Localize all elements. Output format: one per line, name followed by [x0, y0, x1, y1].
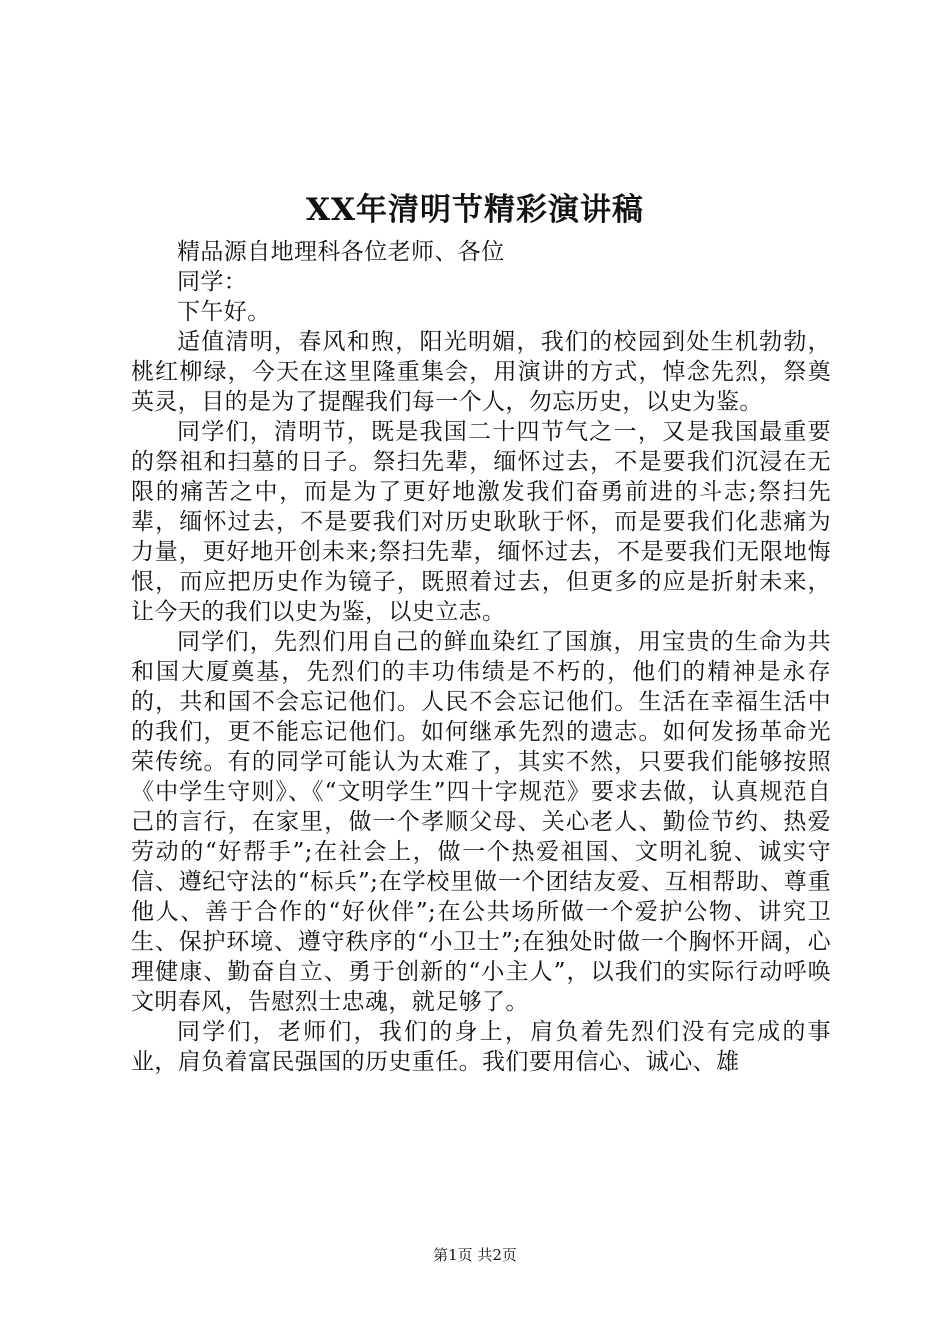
document-body	[131, 237, 831, 1077]
paragraph-greeting-2: 同学：	[177, 269, 248, 295]
paragraph-responsibility: 同学们，老师们，我们的身上，肩负着先烈们没有完成的事业，肩负着富民强国的历史重任。我们要用信心、诚心、雄	[131, 1019, 831, 1075]
paragraph-greeting-1: 精品源自地理科各位老师、各位	[177, 239, 505, 265]
document-title: XX年清明节精彩演讲稿	[305, 192, 645, 228]
paragraph-greeting-3: 下午好。	[177, 299, 271, 325]
paragraph-intro: 适值清明，春风和煦，阳光明媚，我们的校园到处生机勃勃，桃红柳绿，今天在这里隆重集会，用演讲的方式，悼念先烈，祭奠英灵，目的是为了提醒我们每一个人，勿忘历史，以史为鉴。	[131, 329, 831, 415]
page-footer: 第1页 共2页	[433, 1246, 517, 1264]
paragraph-qingming-meaning: 同学们，清明节，既是我国二十四节气之一，又是我国最重要的祭祖和扫墓的日子。祭扫先辈，缅怀过去，不是要我们沉浸在无限的痛苦之中，而是为了更好地激发我们奋勇前进的斗志;祭扫先辈，缅怀过去，不是要我们对历史耿耿于怀，而是要我们化悲痛为力量，更好地开创未来;祭扫先辈，缅怀过去，不是要我们无限地悔恨，而应把历史作为镜子，既照着过去，但更多的应是折射未来，让今天的我们以史为鉴，以史立志。	[131, 419, 831, 625]
paragraph-martyrs: 同学们，先烈们用自己的鲜血染红了国旗，用宝贵的生命为共和国大厦奠基，先烈们的丰功伟绩是不朽的，他们的精神是永存的，共和国不会忘记他们。人民不会忘记他们。生活在幸福生活中的我们，更不能忘记他们。如何继承先烈的遗志。如何发扬革命光荣传统。有的同学可能认为太难了，其实不然，只要我们能够按照《中学生守则》、《“文明学生”四十字规范》要求去做，认真规范自己的言行，在家里，做一个孝顺父母、关心老人、勤俭节约、热爱劳动的“好帮手”;在社会上，做一个热爱祖国、文明礼貌、诚实守信、遵纪守法的“标兵”;在学校里做一个团结友爱、互相帮助、尊重他人、善于合作的“好伙伴”;在公共场所做一个爱护公物、讲究卫生、保护环境、遵守秩序的“小卫士”;在独处时做一个胸怀开阔，心理健康、勤奋自立、勇于创新的“小主人”，以我们的实际行动呼唤文明春风，告慰烈士忠魂，就足够了。	[131, 629, 831, 1015]
